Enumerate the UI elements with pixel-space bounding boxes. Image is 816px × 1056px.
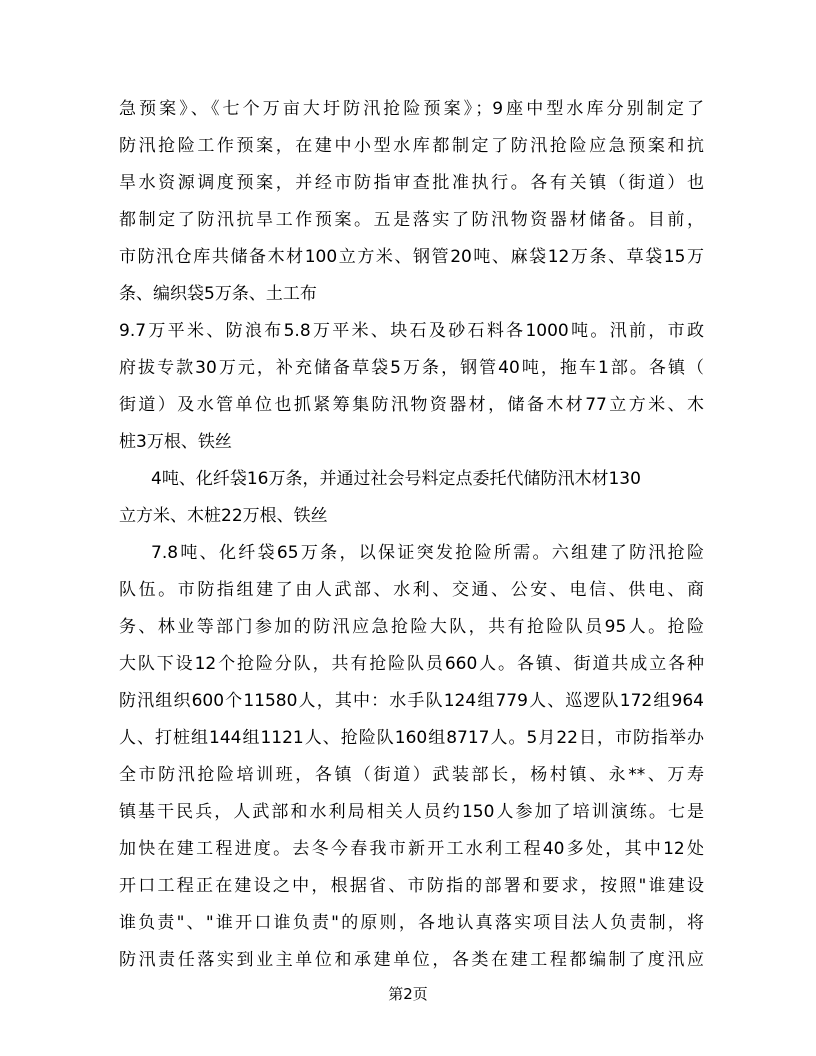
text-line: 府拔专款30万元，补充储备草袋5万条，钢管40吨，拖车1部。各镇（ (119, 358, 704, 378)
text-line: 防汛责任落实到业主单位和承建单位，各类在建工程都编制了度汛应 (119, 950, 704, 970)
text-line: 条、编织袋5万条、土工布 (119, 284, 317, 304)
text-line: 街道）及水管单位也抓紧筹集防汛物资器材，储备木材77立方米、木 (119, 395, 704, 415)
text-line: 都制定了防汛抗旱工作预案。五是落实了防汛物资器材储备。目前， (119, 210, 704, 230)
text-line: 大队下设12个抢险分队，共有抢险队员660人。各镇、街道共成立各种 (119, 654, 704, 674)
text-line: 谁负责"、"谁开口谁负责"的原则，各地认真落实项目法人负责制，将 (119, 913, 704, 933)
text-line: 旱水资源调度预案，并经市防指审查批准执行。各有关镇（街道）也 (119, 173, 704, 193)
text-line: 镇基干民兵，人武部和水利局相关人员约150人参加了培训演练。七是 (119, 802, 704, 822)
text-line: 9.7万平米、防浪布5.8万平米、块石及砂石料各1000吨。汛前，市政 (119, 321, 704, 341)
text-line: 防汛组织600个11580人，其中：水手队124组779人、巡逻队172组964 (119, 691, 704, 711)
page-number: 第2页 (388, 985, 428, 1003)
text-line: 急预案》、《七个万亩大圩防汛抢险预案》；9座中型水库分别制定了 (119, 99, 704, 119)
text-line: 立方米、木桩22万根、铁丝 (119, 506, 328, 526)
text-line: 防汛抢险工作预案，在建中小型水库都制定了防汛抢险应急预案和抗 (119, 136, 704, 156)
text-line: 市防汛仓库共储备木材100立方米、钢管20吨、麻袋12万条、草袋15万 (119, 247, 704, 267)
text-line: 人、打桩组144组1121人、抢险队160组8717人。5月22日，市防指举办 (119, 728, 704, 748)
text-line: 队伍。市防指组建了由人武部、水利、交通、公安、电信、供电、商 (119, 580, 704, 600)
text-line: 加快在建工程进度。去冬今春我市新开工水利工程40多处，其中12处 (119, 839, 704, 859)
text-line: 7.8吨、化纤袋65万条，以保证突发抢险所需。六组建了防汛抢险 (151, 543, 704, 563)
text-line: 务、林业等部门参加的防汛应急抢险大队，共有抢险队员95人。抢险 (119, 617, 704, 637)
text-line: 4吨、化纤袋16万条，并通过社会号料定点委托代储防汛木材130 (151, 469, 641, 489)
text-line: 开口工程正在建设之中，根据省、市防指的部署和要求，按照"谁建设 (119, 876, 704, 896)
text-line: 桩3万根、铁丝 (119, 432, 232, 452)
text-line: 全市防汛抢险培训班，各镇（街道）武装部长，杨村镇、永**、万寿 (119, 765, 704, 785)
